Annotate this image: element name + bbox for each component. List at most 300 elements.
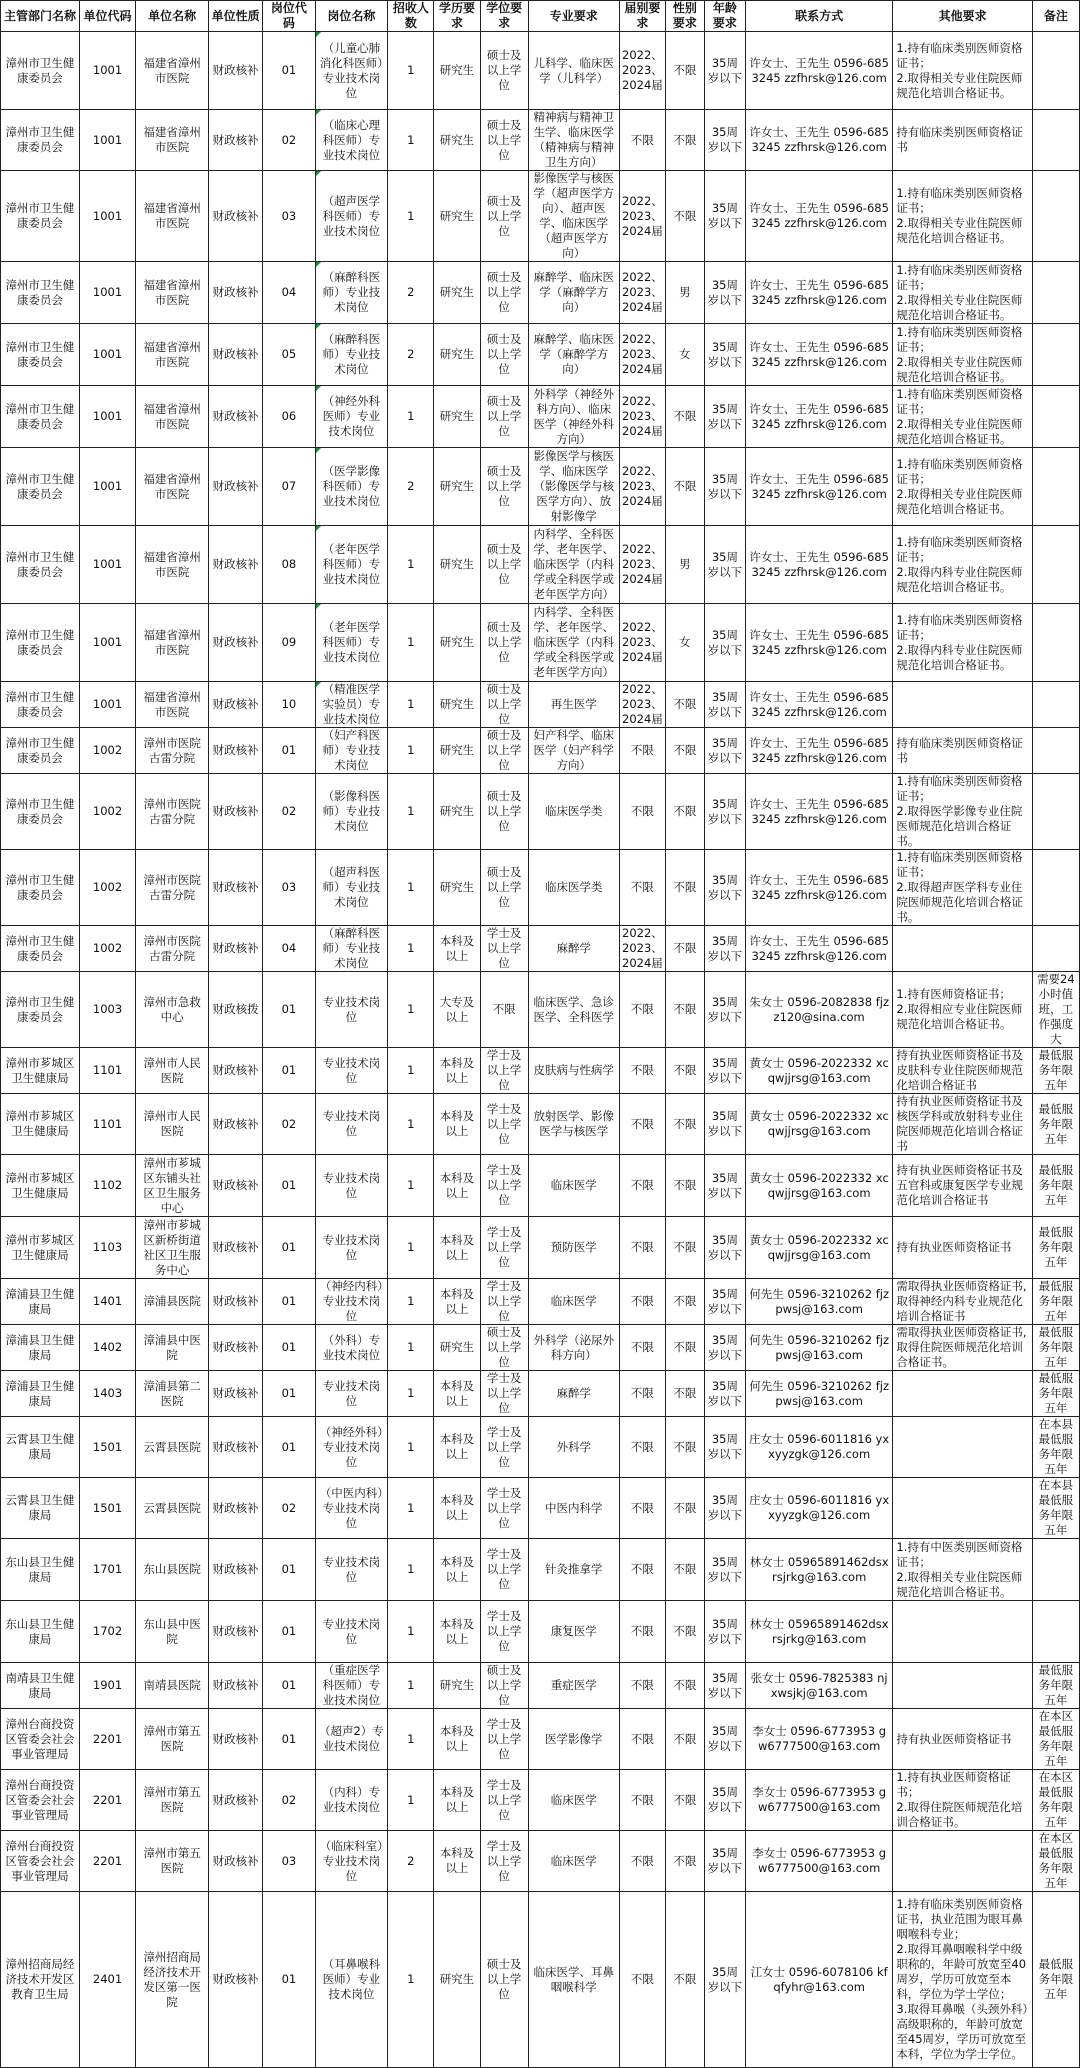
cell-text: 35周岁以下 (707, 277, 743, 307)
cell-dept (1, 171, 80, 262)
cell-dept (1, 1892, 80, 2068)
cell-post-name (315, 32, 388, 110)
cell-text: 福建省漳州市医院 (143, 689, 201, 719)
cell-remark (1032, 1831, 1079, 1892)
cell-text: 学士及以上学位 (486, 1101, 522, 1146)
cell-major (528, 262, 619, 324)
cell-age (704, 1094, 745, 1155)
table-row (1, 1094, 1080, 1155)
cell-dept (1, 926, 80, 972)
cell-unit-name (136, 1770, 209, 1831)
cell-post-code (263, 774, 315, 850)
cell-post-name (315, 972, 388, 1048)
cell-text: 麻醉学、临床医学（麻醉学方向） (533, 270, 614, 314)
cell-education (434, 1217, 480, 1279)
cell-text: 许女士、王先生 0596-6853245 zzfhrsk@126.com (749, 872, 889, 902)
cell-text: 35周岁以下 (707, 401, 743, 431)
cell-text: 林女士 05965891462dsxrsjrkg@163.com (749, 1554, 889, 1584)
cell-unit-code (79, 774, 135, 850)
cell-text: 需取得执业医师资格证书,取得住院医师规范化培训合格证书。 (896, 1325, 1027, 1369)
table-row (1, 604, 1080, 682)
cell-other (893, 1770, 1032, 1831)
cell-text: 许女士、王先生 0596-6853245 zzfhrsk@126.com (749, 125, 889, 154)
cell-unit-type (208, 1478, 262, 1539)
cell-text: 02 (281, 132, 297, 147)
cell-graduation (619, 1601, 665, 1663)
cell-post-code (263, 972, 315, 1048)
cell-age (704, 110, 745, 171)
cell-post-name (315, 1709, 388, 1770)
cell-other (893, 728, 1032, 774)
cell-text: 许女士、王先生 0596-6853245 zzfhrsk@126.com (749, 339, 889, 369)
cell-text: 在本县最低服务年限五年 (1038, 1417, 1074, 1476)
cell-gender (665, 324, 704, 386)
cell-gender (665, 1048, 704, 1094)
cell-text: 漳州市卫生健康委员会 (5, 549, 75, 579)
cell-count (388, 526, 434, 604)
cell-post-code (263, 386, 315, 448)
cell-text: 临床医学 (550, 1853, 597, 1868)
header-count: 招收人数 (388, 1, 434, 32)
cell-text: 漳州招商局经济技术开发区第一医院 (143, 1949, 201, 2009)
cell-text: 影像医学与核医学、临床医学（影像医学与核医学方向）、放射影像学 (533, 449, 614, 523)
cell-dept (1, 1831, 80, 1892)
header-post-name: 岗位名称 (315, 1, 388, 32)
cell-text: 硕士及以上学位 (486, 1325, 522, 1369)
cell-graduation (619, 728, 665, 774)
cell-text: 麻醉学、临床医学（麻醉学方向） (533, 332, 614, 376)
cell-text: （超声2）专业技术岗位 (318, 1724, 384, 1753)
cell-dept (1, 110, 80, 171)
cell-other (893, 448, 1032, 526)
cell-text: 李女士 0596-6773953 gw6777500@163.com (752, 1724, 887, 1753)
cell-post-code (263, 1325, 315, 1371)
cell-text: 持有执业医师资格证书 (896, 1731, 1012, 1746)
cell-degree (480, 32, 528, 110)
cell-text: 不限 (673, 1731, 697, 1746)
cell-unit-code (79, 1417, 135, 1478)
cell-text: 1001 (92, 285, 123, 299)
cell-text: 临床医学、耳鼻咽喉科学 (533, 1964, 614, 1994)
cell-other (893, 386, 1032, 448)
cell-graduation (619, 1892, 665, 2068)
cell-remark (1032, 1709, 1079, 1770)
cell-education (434, 448, 480, 526)
cell-post-code (263, 324, 315, 386)
cell-education (434, 926, 480, 972)
cell-post-code (263, 1663, 315, 1709)
cell-text: 不限 (630, 132, 654, 147)
cell-text: 再生医学 (550, 697, 597, 711)
cell-text: 35周岁以下 (707, 872, 743, 902)
cell-text: 专业技术岗位 (322, 1232, 381, 1262)
cell-unit-type (208, 1539, 262, 1601)
cell-major (528, 1217, 619, 1279)
cell-text: 不限 (673, 1294, 697, 1308)
cell-text: 学士及以上学位 (486, 1609, 522, 1653)
cell-contact (745, 1831, 893, 1892)
cell-unit-name (136, 1663, 209, 1709)
cell-text: 05 (281, 347, 297, 361)
cell-text: 35周岁以下 (707, 471, 743, 501)
cell-count (388, 1417, 434, 1478)
cell-other (893, 1601, 1032, 1663)
cell-remark (1032, 604, 1079, 682)
cell-text: 02 (281, 1500, 297, 1515)
table-row (1, 1417, 1080, 1478)
cell-text: 专业技术岗位 (322, 994, 381, 1024)
cell-age (704, 972, 745, 1048)
cell-text: 2 (407, 285, 415, 299)
cell-post-code (263, 1217, 315, 1279)
cell-graduation (619, 972, 665, 1048)
cell-dept (1, 1478, 80, 1539)
cell-unit-type (208, 324, 262, 386)
cell-other (893, 1279, 1032, 1325)
cell-text: 不限 (673, 1562, 697, 1576)
cell-text: 35周岁以下 (707, 1493, 743, 1522)
header-age: 年龄要求 (704, 1, 745, 32)
cell-unit-code (79, 324, 135, 386)
cell-remark (1032, 1892, 1079, 2068)
cell-unit-code (79, 1601, 135, 1663)
cell-graduation (619, 1831, 665, 1892)
cell-education (434, 386, 480, 448)
cell-graduation (619, 1539, 665, 1601)
header-degree: 学位要求 (480, 1, 528, 32)
table-row (1, 1217, 1080, 1279)
cell-text: 2022、2023、2024届 (622, 48, 663, 92)
header-gender: 性别要求 (665, 1, 704, 32)
cell-post-name (315, 324, 388, 386)
cell-text: 研究生 (439, 1972, 475, 1986)
cell-count (388, 1094, 434, 1155)
cell-other (893, 1094, 1032, 1155)
cell-text: 学士及以上学位 (486, 1485, 522, 1530)
cell-text: 持有执业医师资格证书及皮肤科专业住院医师规范化培训合格证书 (896, 1048, 1023, 1092)
cell-text: 最低服务年限五年 (1038, 1325, 1074, 1369)
comment-marker-icon (316, 682, 321, 687)
cell-age (704, 448, 745, 526)
cell-graduation (619, 1371, 665, 1417)
cell-text: 35周岁以下 (707, 1724, 743, 1753)
cell-text: 本科及以上 (439, 1785, 475, 1814)
cell-text: 本科及以上 (439, 1378, 475, 1408)
header-row (1, 1, 1080, 32)
cell-unit-code (79, 1094, 135, 1155)
cell-text: 2022、2023、2024届 (622, 464, 663, 508)
cell-contact (745, 1048, 893, 1094)
cell-text: 漳州市急救中心 (143, 994, 201, 1024)
cell-count (388, 1371, 434, 1417)
cell-count (388, 110, 434, 171)
cell-unit-name (136, 1417, 209, 1478)
cell-text: 李女士 0596-6773953 gw6777500@163.com (752, 1846, 887, 1875)
cell-unit-type (208, 526, 262, 604)
cell-gender (665, 1417, 704, 1478)
cell-graduation (619, 324, 665, 386)
cell-count (388, 1663, 434, 1709)
cell-text: 1.持有临床类别医师资格证书； 2.取得相关专业住院医师规范化培训合格证书。 (896, 456, 1023, 516)
cell-text: 研究生 (439, 132, 475, 147)
cell-text: 35周岁以下 (707, 1785, 743, 1814)
cell-remark (1032, 1663, 1079, 1709)
cell-text: 学士及以上学位 (486, 1716, 522, 1761)
cell-degree (480, 850, 528, 926)
cell-post-name (315, 682, 388, 728)
cell-text: 08 (281, 557, 297, 571)
table-row (1, 1709, 1080, 1770)
cell-text: 学士及以上学位 (486, 926, 522, 970)
cell-age (704, 604, 745, 682)
cell-text: 漳州市第五医院 (143, 1785, 201, 1814)
cell-text: 2022、2023、2024届 (622, 332, 663, 376)
cell-other (893, 682, 1032, 728)
cell-post-code (263, 926, 315, 972)
cell-text: 许女士、王先生 0596-6853245 zzfhrsk@126.com (749, 796, 889, 826)
comment-marker-icon (316, 262, 321, 267)
cell-text: （中医内科）专业技术岗位 (319, 1485, 384, 1530)
cell-remark (1032, 526, 1079, 604)
cell-text: 黄女士 0596-2022332 xcqwjjrsg@163.com (749, 1170, 889, 1200)
cell-education (434, 1155, 480, 1217)
cell-unit-code (79, 1325, 135, 1371)
cell-education (434, 972, 480, 1048)
cell-contact (745, 1371, 893, 1417)
cell-other (893, 1478, 1032, 1539)
cell-contact (745, 110, 893, 171)
cell-text: 漳州市芗城区卫生健康局 (5, 1109, 75, 1138)
cell-post-name (315, 448, 388, 526)
cell-text: 35周岁以下 (707, 125, 743, 154)
cell-text: 大专及以上 (439, 994, 475, 1024)
cell-gender (665, 448, 704, 526)
cell-text: 1 (407, 1439, 415, 1454)
cell-text: 云霄县卫生健康局 (5, 1493, 75, 1522)
comment-marker-icon (316, 604, 321, 609)
cell-major (528, 604, 619, 682)
cell-post-code (263, 171, 315, 262)
cell-text: （麻醉科医师）专业技术岗位 (322, 332, 381, 376)
cell-age (704, 526, 745, 604)
cell-text: 1.持有医师资格证书； 2.取得相应专业住院医师规范化培训合格证书。 (896, 987, 1023, 1031)
cell-education (434, 110, 480, 171)
cell-text: 不限 (673, 132, 697, 147)
cell-gender (665, 1770, 704, 1831)
cell-post-name (315, 728, 388, 774)
table-row (1, 32, 1080, 110)
cell-text: 漳州市芗城区卫生健康局 (5, 1170, 75, 1200)
cell-graduation (619, 1048, 665, 1094)
cell-text: 01 (281, 1340, 297, 1354)
cell-text: 财政核拨 (212, 1002, 259, 1016)
cell-post-name (315, 1831, 388, 1892)
cell-unit-code (79, 448, 135, 526)
cell-text: 预防医学 (550, 1240, 597, 1254)
cell-post-name (315, 926, 388, 972)
cell-post-code (263, 1155, 315, 1217)
cell-age (704, 1417, 745, 1478)
cell-contact (745, 926, 893, 972)
cell-text: 1002 (92, 804, 123, 818)
cell-gender (665, 774, 704, 850)
cell-unit-code (79, 1048, 135, 1094)
cell-text: 1 (407, 1792, 415, 1807)
cell-text: 不限 (630, 1853, 654, 1868)
cell-dept (1, 1770, 80, 1831)
cell-count (388, 171, 434, 262)
cell-text: （麻醉科医师）专业技术岗位 (322, 270, 381, 314)
cell-dept (1, 972, 80, 1048)
cell-text: 35周岁以下 (707, 994, 743, 1024)
cell-age (704, 1831, 745, 1892)
cell-unit-name (136, 850, 209, 926)
cell-text: 1.持有执业医师资格证书； 2.取得住院医师规范化培训合格证书。 (896, 1770, 1023, 1829)
cell-other (893, 32, 1032, 110)
cell-count (388, 324, 434, 386)
cell-unit-type (208, 1371, 262, 1417)
cell-text: 林女士 05965891462dsxrsjrkg@163.com (749, 1616, 889, 1646)
cell-text: 1001 (92, 347, 123, 361)
cell-dept (1, 604, 80, 682)
cell-text: 1001 (92, 409, 123, 423)
cell-text: 09 (281, 635, 297, 649)
cell-unit-type (208, 682, 262, 728)
cell-text: 精神病与精神卫生学、临床医学（精神病与精神卫生方向） (533, 110, 614, 169)
cell-text: 财政核补 (212, 804, 259, 818)
cell-text: 何先生 0596-3210262 fjzpwsj@163.com (749, 1286, 890, 1316)
cell-text: 硕士及以上学位 (486, 464, 522, 508)
cell-unit-type (208, 1155, 262, 1217)
cell-text: 1 (407, 1624, 415, 1638)
cell-text: 漳州市人民医院 (143, 1109, 201, 1138)
cell-text: 01 (281, 1439, 297, 1454)
table-row (1, 1371, 1080, 1417)
cell-remark (1032, 728, 1079, 774)
cell-text: （耳鼻喉科医师）专业技术岗位 (322, 1957, 381, 2001)
cell-text: （重症医学科医师）专业技术岗位 (322, 1663, 381, 1707)
cell-text: 李女士 0596-6773953 gw6777500@163.com (752, 1785, 887, 1814)
cell-text: 漳州台商投资区管委会社会事业管理局 (5, 1777, 75, 1822)
cell-text: 福建省漳州市医院 (143, 125, 201, 154)
cell-major (528, 1770, 619, 1831)
cell-text: 1001 (92, 63, 123, 77)
cell-graduation (619, 682, 665, 728)
cell-text: 1.持有临床类别医师资格证书； 2.取得相关专业住院医师规范化培训合格证书。 (896, 262, 1023, 322)
cell-post-code (263, 32, 315, 110)
cell-graduation (619, 110, 665, 171)
cell-major (528, 1601, 619, 1663)
cell-gender (665, 262, 704, 324)
cell-text: 35周岁以下 (707, 1616, 743, 1646)
cell-text: 许女士、王先生 0596-6853245 zzfhrsk@126.com (749, 277, 889, 307)
cell-text: 1 (407, 941, 415, 955)
cell-text: 不限 (673, 1063, 697, 1077)
cell-post-name (315, 1478, 388, 1539)
cell-unit-type (208, 1279, 262, 1325)
cell-unit-code (79, 1371, 135, 1417)
cell-education (434, 262, 480, 324)
cell-text: 专业技术岗位 (322, 1378, 381, 1408)
cell-text: 漳州市卫生健康委员会 (5, 201, 75, 230)
cell-text: 01 (281, 1386, 297, 1400)
header-major: 专业要求 (528, 1, 619, 32)
cell-text: 重症医学 (550, 1678, 597, 1692)
cell-text: 财政核补 (212, 1240, 259, 1254)
cell-text: 1002 (92, 880, 123, 894)
cell-post-name (315, 1663, 388, 1709)
cell-unit-type (208, 604, 262, 682)
cell-education (434, 1770, 480, 1831)
cell-text: 云霄县医院 (143, 1439, 201, 1454)
cell-text: 35周岁以下 (707, 549, 743, 579)
cell-text: 福建省漳州市医院 (143, 471, 201, 501)
cell-graduation (619, 850, 665, 926)
cell-text: 35周岁以下 (707, 1378, 743, 1408)
cell-text: 财政核补 (212, 1294, 259, 1308)
cell-unit-name (136, 774, 209, 850)
cell-text: 临床医学 (550, 1294, 597, 1308)
cell-text: 研究生 (439, 479, 475, 493)
cell-text: 财政核补 (212, 941, 259, 955)
cell-text: 06 (281, 409, 297, 423)
cell-text: 女 (679, 635, 691, 649)
cell-text: 财政核补 (212, 1063, 259, 1077)
cell-post-name (315, 1417, 388, 1478)
cell-text: 硕士及以上学位 (486, 728, 522, 772)
cell-text: 财政核补 (212, 1116, 259, 1131)
cell-text: 许女士、王先生 0596-6853245 zzfhrsk@126.com (749, 689, 889, 719)
table-row (1, 526, 1080, 604)
cell-text: 漳州市医院古雷分院 (143, 735, 201, 765)
table-row (1, 1663, 1080, 1709)
cell-text: 1.持有临床类别医师资格证书，执业范围为眼耳鼻咽喉科专业； 2.取得耳鼻咽喉科学中级职称的，年龄可放宽至40周岁，学历可放宽至本科，学位为学士学位； 3.取得耳鼻喉（头颈外科）高级职称的，年龄可放宽至45周岁，学历可放宽至本科，学位为学士学位。 (896, 1897, 1029, 2061)
cell-unit-code (79, 262, 135, 324)
cell-post-name (315, 774, 388, 850)
cell-education (434, 526, 480, 604)
cell-age (704, 1279, 745, 1325)
cell-remark (1032, 1478, 1079, 1539)
cell-unit-name (136, 1325, 209, 1371)
cell-text: 漳州台商投资区管委会社会事业管理局 (5, 1838, 75, 1883)
cell-text: 01 (281, 1562, 297, 1576)
cell-major (528, 1279, 619, 1325)
cell-major (528, 1831, 619, 1892)
cell-text: 35周岁以下 (707, 1554, 743, 1584)
cell-text: 1.持有临床类别医师资格证书； 2.取得相关专业住院医师规范化培训合格证书。 (896, 186, 1023, 245)
cell-major (528, 926, 619, 972)
cell-text: 漳州市卫生健康委员会 (5, 339, 75, 369)
cell-text: 影像医学与核医学（超声医学方向）、超声医学、临床医学（超声医学方向） (533, 171, 614, 260)
cell-education (434, 1325, 480, 1371)
cell-text: 研究生 (439, 743, 475, 757)
cell-other (893, 1539, 1032, 1601)
cell-text: 2401 (92, 1972, 123, 1986)
cell-contact (745, 1601, 893, 1663)
cell-text: 不限 (673, 1439, 697, 1454)
table-row (1, 448, 1080, 526)
cell-unit-code (79, 32, 135, 110)
cell-text: 03 (281, 880, 297, 894)
cell-text: （临床科室）专业技术岗位 (319, 1838, 384, 1883)
cell-text: 01 (281, 1678, 297, 1692)
cell-count (388, 972, 434, 1048)
cell-text: 漳州市卫生健康委员会 (5, 277, 75, 307)
cell-unit-type (208, 1831, 262, 1892)
cell-post-name (315, 1155, 388, 1217)
cell-count (388, 1155, 434, 1217)
cell-text: 漳州市卫生健康委员会 (5, 689, 75, 719)
